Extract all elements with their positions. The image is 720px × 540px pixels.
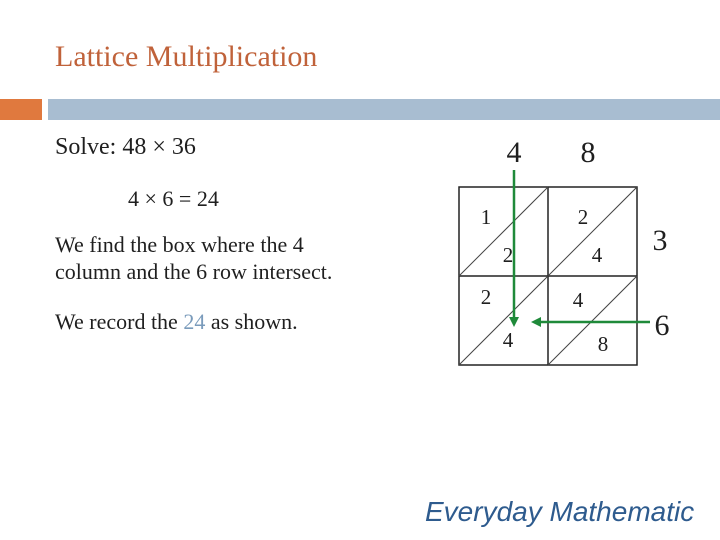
cell-r1c1-ones: 2 (502, 243, 514, 267)
cell-r2c2-tens: 4 (572, 288, 584, 312)
diagonal-r2c2 (548, 276, 637, 365)
explanation-line-1: We find the box where the 4 (55, 232, 304, 257)
cell-r1c1-tens: 1 (480, 205, 492, 229)
record-text-post: as shown. (205, 309, 298, 334)
top-digit-2: 8 (580, 136, 596, 169)
record-text-pre: We record the (55, 309, 184, 334)
equation: 4 × 6 = 24 (128, 186, 219, 211)
cell-r2c1-ones: 4 (502, 328, 514, 352)
cell-r2c1-tens: 2 (480, 285, 492, 309)
record-highlight: 24 (183, 309, 206, 334)
explanation-line-2: column and the 6 row intersect. (55, 259, 333, 284)
top-digit-1: 4 (506, 136, 522, 169)
solve-prompt: Solve: 48 × 36 (55, 134, 196, 160)
right-digit-2: 6 (654, 309, 670, 342)
cell-r1c2-ones: 4 (591, 243, 603, 267)
page-title: Lattice Multiplication (55, 40, 318, 73)
brand-wordmark: Everyday Mathematic (425, 496, 695, 527)
cell-r2c2-ones: 8 (597, 332, 609, 356)
right-digit-1: 3 (652, 224, 668, 257)
cell-r1c2-tens: 2 (577, 205, 589, 229)
